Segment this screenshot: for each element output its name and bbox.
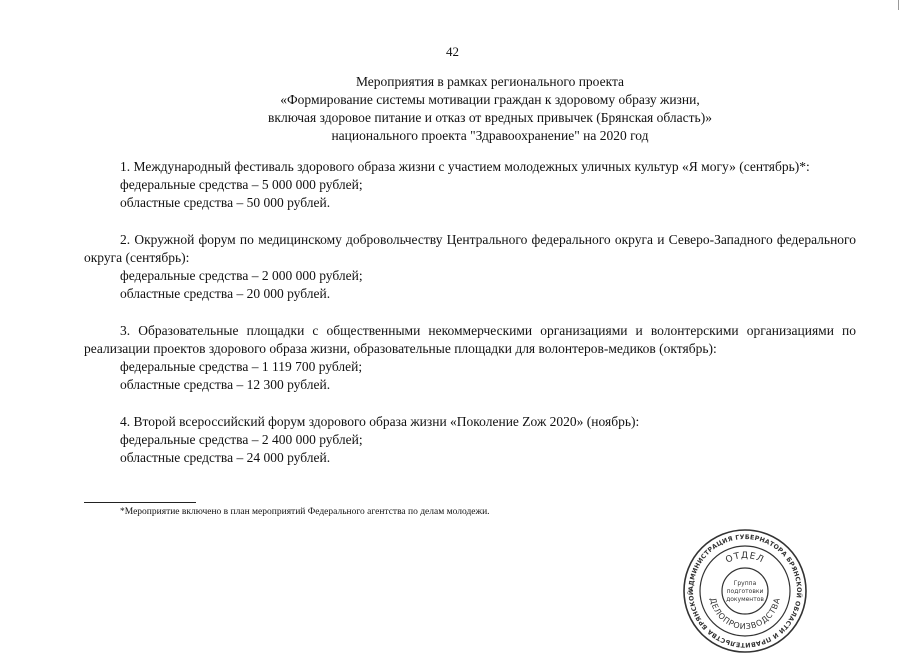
regional-funding: областные средства – 20 000 рублей. <box>120 286 331 301</box>
title-line: Мероприятия в рамках регионального проекта <box>355 74 625 89</box>
event-list <box>84 158 856 486</box>
regional-funding: областные средства – 24 000 рублей. <box>120 450 331 465</box>
event-description: 2. Окружной форум по медицинскому добровольчеству Центрального федерального округа и Северо-Западного федерального округа (сентябрь): <box>84 232 856 265</box>
footnote-divider <box>84 502 196 503</box>
office-stamp <box>682 528 808 649</box>
title-line: включая здоровое питание и отказ от вредных привычек (Брянская область)» <box>268 110 712 125</box>
event-item <box>84 413 856 467</box>
footnote: *Мероприятие включено в план мероприятий Федерального агентства по делам молодежи. <box>120 507 490 517</box>
event-description: 4. Второй всероссийский форум здорового образа жизни «Поколение Zож 2020» (ноябрь): <box>120 414 640 429</box>
stamp-inner-line: документов <box>726 596 764 603</box>
scan-edge-mark <box>898 0 899 10</box>
stamp-inner-line: Группа <box>733 580 757 587</box>
federal-funding: федеральные средства – 1 119 700 рублей; <box>120 359 363 374</box>
stamp-ring-text: АДМИНИСТРАЦИЯ ГУБЕРНАТОРА БРЯНСКОЙ ОБЛАСТИ И ПРАВИТЕЛЬСТВА БРЯНСКОЙ <box>687 533 803 649</box>
federal-funding: федеральные средства – 2 400 000 рублей; <box>120 432 363 447</box>
document-title <box>120 73 860 145</box>
federal-funding: федеральные средства – 5 000 000 рублей; <box>120 177 363 192</box>
title-line: национального проекта "Здравоохранение" на 2020 год <box>331 128 649 143</box>
stamp-bottom-text: ДЕЛОПРОИЗВОДСТВА <box>708 596 782 632</box>
title-line: «Формирование системы мотивации граждан к здоровому образу жизни, <box>280 92 700 107</box>
event-item <box>84 231 856 303</box>
event-item <box>84 322 856 394</box>
stamp-top-text: ОТДЕЛ <box>724 550 766 566</box>
page-number: 42 <box>446 44 459 59</box>
stamp-inner-line: подготовки <box>726 588 764 595</box>
event-description: 3. Образовательные площадки с общественными некоммерческими организациями и волонтерскими организациями по реализации проектов здорового образа жизни, образовательные площадки для волонтеров-медиков (октябрь): <box>84 323 856 356</box>
event-description: 1. Международный фестиваль здорового образа жизни с участием молодежных уличных культур «Я могу» (сентябрь)*: <box>120 159 810 174</box>
svg-text:ОТДЕЛ <box>724 551 765 566</box>
event-item <box>84 158 856 212</box>
stamp-seal-icon <box>682 528 808 654</box>
regional-funding: областные средства – 12 300 рублей. <box>120 377 331 392</box>
regional-funding: областные средства – 50 000 рублей. <box>120 195 331 210</box>
federal-funding: федеральные средства – 2 000 000 рублей; <box>120 268 363 283</box>
